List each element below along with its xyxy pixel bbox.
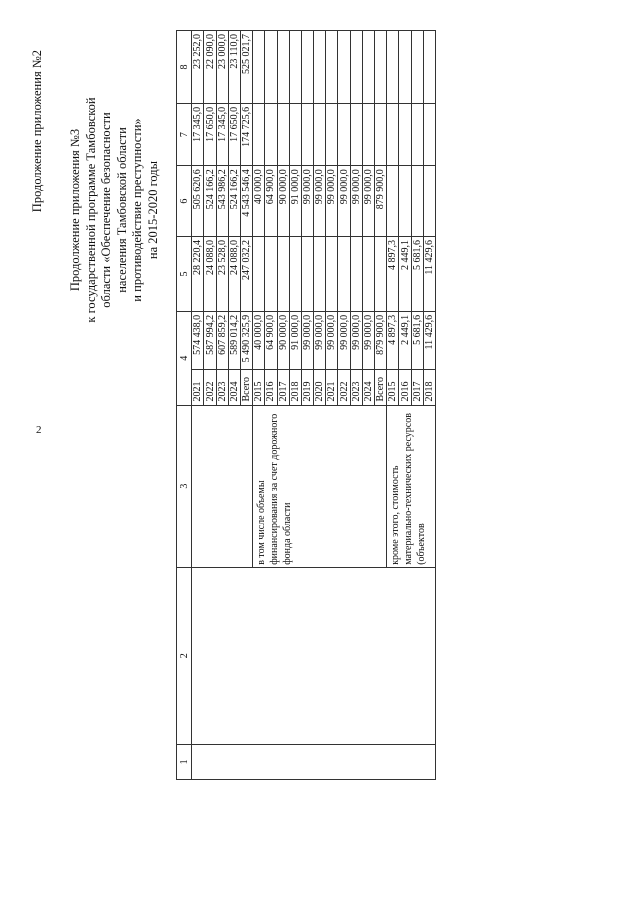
column-2-cell xyxy=(192,567,436,744)
row-group-label xyxy=(192,405,253,567)
value-cell-c5: 247 032,2 xyxy=(240,237,252,312)
value-cell-c6: 99 000,0 xyxy=(350,166,362,237)
row-group-label: в том числе объемы финансирования за счет дорожного фонда области xyxy=(253,405,387,567)
value-cell-c7 xyxy=(362,103,374,165)
year-cell: 2018 xyxy=(289,370,301,405)
value-cell-c5: 2 449,1 xyxy=(399,237,411,312)
column-1-cell xyxy=(192,744,436,779)
value-cell-c4: 5 681,6 xyxy=(411,311,423,369)
value-cell-c5: 11 429,6 xyxy=(423,237,435,312)
value-cell-c8: 23 000,0 xyxy=(216,31,228,104)
year-cell: 2019 xyxy=(301,370,313,405)
value-cell-c4: 5 490 325,9 xyxy=(240,311,252,369)
value-cell-c6: 40 000,0 xyxy=(253,166,265,237)
value-cell-c5 xyxy=(289,237,301,312)
year-cell: 2016 xyxy=(399,370,411,405)
value-cell-c8 xyxy=(253,31,265,104)
year-cell: Всего xyxy=(240,370,252,405)
value-cell-c8 xyxy=(375,31,387,104)
heading-line: Продолжение приложения №3 xyxy=(68,128,82,292)
value-cell-c5 xyxy=(314,237,326,312)
value-cell-c5 xyxy=(277,237,289,312)
value-cell-c4: 90 000,0 xyxy=(277,311,289,369)
year-cell: 2023 xyxy=(350,370,362,405)
value-cell-c5 xyxy=(265,237,277,312)
value-cell-c7: 17 650,0 xyxy=(228,103,240,165)
value-cell-c4: 40 000,0 xyxy=(253,311,265,369)
value-cell-c8 xyxy=(399,31,411,104)
year-cell: 2024 xyxy=(228,370,240,405)
value-cell-c5 xyxy=(375,237,387,312)
value-cell-c6: 99 000,0 xyxy=(362,166,374,237)
column-number: 8 xyxy=(177,31,192,104)
value-cell-c4: 574 438,0 xyxy=(192,311,204,369)
column-number-row xyxy=(177,31,192,780)
value-cell-c4: 99 000,0 xyxy=(326,311,338,369)
value-cell-c7 xyxy=(375,103,387,165)
column-number: 1 xyxy=(177,744,192,779)
value-cell-c7 xyxy=(338,103,350,165)
value-cell-c6: 64 900,0 xyxy=(265,166,277,237)
funding-table-wrapper xyxy=(176,30,436,780)
value-cell-c6 xyxy=(399,166,411,237)
table-body xyxy=(192,31,436,780)
value-cell-c4: 99 000,0 xyxy=(350,311,362,369)
value-cell-c4: 99 000,0 xyxy=(362,311,374,369)
heading-line: и противодействие преступности» xyxy=(130,118,144,302)
value-cell-c7: 174 725,6 xyxy=(240,103,252,165)
value-cell-c5: 4 897,3 xyxy=(387,237,399,312)
value-cell-c6 xyxy=(423,166,435,237)
value-cell-c8 xyxy=(326,31,338,104)
year-cell: 2017 xyxy=(277,370,289,405)
column-number: 6 xyxy=(177,166,192,237)
value-cell-c4: 99 000,0 xyxy=(338,311,350,369)
value-cell-c5: 28 220,4 xyxy=(192,237,204,312)
value-cell-c8 xyxy=(338,31,350,104)
value-cell-c6: 524 166,2 xyxy=(204,166,216,237)
year-cell: 2018 xyxy=(423,370,435,405)
value-cell-c7 xyxy=(350,103,362,165)
value-cell-c5 xyxy=(350,237,362,312)
value-cell-c8: 525 021,7 xyxy=(240,31,252,104)
year-cell: 2023 xyxy=(216,370,228,405)
year-cell: 2022 xyxy=(204,370,216,405)
value-cell-c4: 589 014,2 xyxy=(228,311,240,369)
column-number: 3 xyxy=(177,405,192,567)
value-cell-c6: 90 000,0 xyxy=(277,166,289,237)
value-cell-c7 xyxy=(301,103,313,165)
value-cell-c7: 17 345,0 xyxy=(216,103,228,165)
value-cell-c8: 23 252,0 xyxy=(192,31,204,104)
value-cell-c8 xyxy=(387,31,399,104)
column-number: 2 xyxy=(177,567,192,744)
year-cell: 2015 xyxy=(253,370,265,405)
value-cell-c6 xyxy=(411,166,423,237)
value-cell-c4: 2 449,1 xyxy=(399,311,411,369)
value-cell-c4: 4 897,3 xyxy=(387,311,399,369)
column-number: 5 xyxy=(177,237,192,312)
year-cell: 2024 xyxy=(362,370,374,405)
table-row xyxy=(192,31,204,780)
heading-line: к государственной программе Тамбовской xyxy=(83,97,98,323)
value-cell-c6: 524 166,2 xyxy=(228,166,240,237)
value-cell-c7 xyxy=(253,103,265,165)
value-cell-c6 xyxy=(387,166,399,237)
value-cell-c4: 11 429,6 xyxy=(423,311,435,369)
value-cell-c8 xyxy=(362,31,374,104)
row-group-label: кроме этого, стоимость материально-технических ресурсов (объектов xyxy=(387,405,436,567)
value-cell-c7 xyxy=(411,103,423,165)
value-cell-c7 xyxy=(314,103,326,165)
value-cell-c8 xyxy=(411,31,423,104)
year-cell: 2022 xyxy=(338,370,350,405)
value-cell-c5: 24 088,0 xyxy=(204,237,216,312)
value-cell-c5: 5 681,6 xyxy=(411,237,423,312)
year-cell: Всего xyxy=(375,370,387,405)
value-cell-c7 xyxy=(289,103,301,165)
value-cell-c6: 91 000,0 xyxy=(289,166,301,237)
value-cell-c8: 23 110,0 xyxy=(228,31,240,104)
value-cell-c6: 99 000,0 xyxy=(314,166,326,237)
heading-line: населения Тамбовской области xyxy=(114,127,129,293)
value-cell-c8 xyxy=(301,31,313,104)
year-cell: 2020 xyxy=(314,370,326,405)
value-cell-c8 xyxy=(289,31,301,104)
heading-line: области «Обеспечение безопасности xyxy=(99,112,113,308)
value-cell-c5 xyxy=(301,237,313,312)
value-cell-c8 xyxy=(314,31,326,104)
value-cell-c4: 879 900,0 xyxy=(375,311,387,369)
value-cell-c5: 24 088,0 xyxy=(228,237,240,312)
value-cell-c8: 22 090,0 xyxy=(204,31,216,104)
value-cell-c6: 879 900,0 xyxy=(375,166,387,237)
value-cell-c8 xyxy=(423,31,435,104)
value-cell-c6: 4 543 546,4 xyxy=(240,166,252,237)
year-cell: 2017 xyxy=(411,370,423,405)
value-cell-c6: 99 000,0 xyxy=(338,166,350,237)
column-number: 4 xyxy=(177,311,192,405)
value-cell-c6: 99 000,0 xyxy=(326,166,338,237)
value-cell-c7 xyxy=(326,103,338,165)
appendix-heading xyxy=(68,50,161,370)
value-cell-c6: 505 620,6 xyxy=(192,166,204,237)
value-cell-c7 xyxy=(387,103,399,165)
value-cell-c7 xyxy=(265,103,277,165)
value-cell-c5 xyxy=(326,237,338,312)
column-number: 7 xyxy=(177,103,192,165)
year-cell: 2021 xyxy=(192,370,204,405)
value-cell-c7 xyxy=(423,103,435,165)
value-cell-c5 xyxy=(253,237,265,312)
value-cell-c6: 543 986,2 xyxy=(216,166,228,237)
value-cell-c7: 17 650,0 xyxy=(204,103,216,165)
continuation-heading: Продолжение приложения №2 xyxy=(30,50,44,213)
value-cell-c8 xyxy=(265,31,277,104)
value-cell-c7: 17 345,0 xyxy=(192,103,204,165)
value-cell-c5 xyxy=(338,237,350,312)
year-cell: 2016 xyxy=(265,370,277,405)
value-cell-c8 xyxy=(350,31,362,104)
year-cell: 2021 xyxy=(326,370,338,405)
funding-table xyxy=(176,30,436,780)
value-cell-c7 xyxy=(399,103,411,165)
value-cell-c6: 99 000,0 xyxy=(301,166,313,237)
value-cell-c4: 64 900,0 xyxy=(265,311,277,369)
value-cell-c4: 607 859,2 xyxy=(216,311,228,369)
value-cell-c4: 99 000,0 xyxy=(314,311,326,369)
page-number: 2 xyxy=(36,424,42,436)
value-cell-c4: 587 994,2 xyxy=(204,311,216,369)
value-cell-c7 xyxy=(277,103,289,165)
rotated-page-content xyxy=(0,10,460,880)
value-cell-c5: 23 528,0 xyxy=(216,237,228,312)
value-cell-c4: 99 000,0 xyxy=(301,311,313,369)
value-cell-c8 xyxy=(277,31,289,104)
heading-line: на 2015-2020 годы xyxy=(145,160,160,260)
value-cell-c4: 91 000,0 xyxy=(289,311,301,369)
value-cell-c5 xyxy=(362,237,374,312)
year-cell: 2015 xyxy=(387,370,399,405)
